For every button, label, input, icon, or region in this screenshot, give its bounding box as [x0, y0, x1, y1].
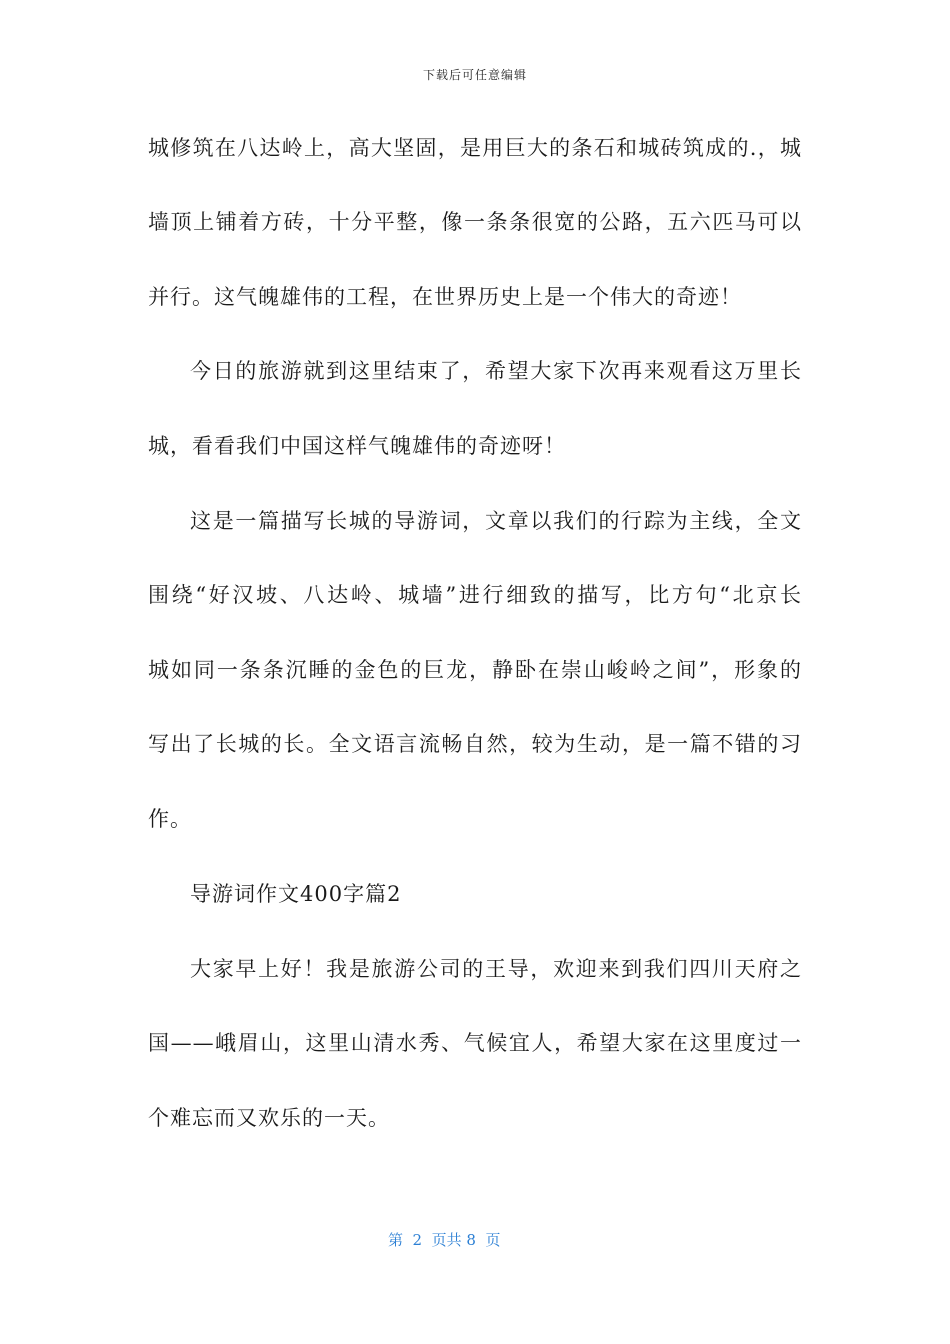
paragraph-line: 大家早上好！我是旅游公司的王导，欢迎来到我们四川天府之: [190, 957, 802, 981]
page-number-footer: 第 2 页共 8 页: [388, 1231, 501, 1249]
paragraph-line: 城，看看我们中国这样气魄雄伟的奇迹呀！: [148, 434, 566, 458]
paragraph-line: 作。: [148, 807, 192, 831]
paragraph-line: 墙顶上铺着方砖，十分平整，像一条条很宽的公路，五六匹马可以: [148, 210, 802, 234]
paragraph-line: 个难忘而又欢乐的一天。: [148, 1106, 390, 1130]
paragraph-line: 城如同一条条沉睡的金色的巨龙，静卧在崇山峻岭之间”，形象的: [148, 658, 802, 682]
paragraph-line: 这是一篇描写长城的导游词，文章以我们的行踪为主线，全文: [190, 509, 802, 533]
paragraph-line: 今日的旅游就到这里结束了，希望大家下次再来观看这万里长: [190, 359, 802, 383]
page-header: 下载后可任意编辑: [422, 68, 527, 82]
section-heading: 导游词作文400字篇2: [190, 882, 402, 906]
paragraph-line: 国——峨眉山，这里山清水秀、气候宜人，希望大家在这里度过一: [148, 1031, 802, 1055]
paragraph-line: 城修筑在八达岭上，高大坚固，是用巨大的条石和城砖筑成的.，城: [148, 136, 802, 160]
paragraph-line: 写出了长城的长。全文语言流畅自然，较为生动，是一篇不错的习: [148, 732, 802, 756]
paragraph-line: 并行。这气魄雄伟的工程，在世界历史上是一个伟大的奇迹！: [148, 285, 742, 309]
paragraph-line: 围绕“好汉坡、八达岭、城墙”进行细致的描写，比方句“北京长: [148, 583, 802, 607]
